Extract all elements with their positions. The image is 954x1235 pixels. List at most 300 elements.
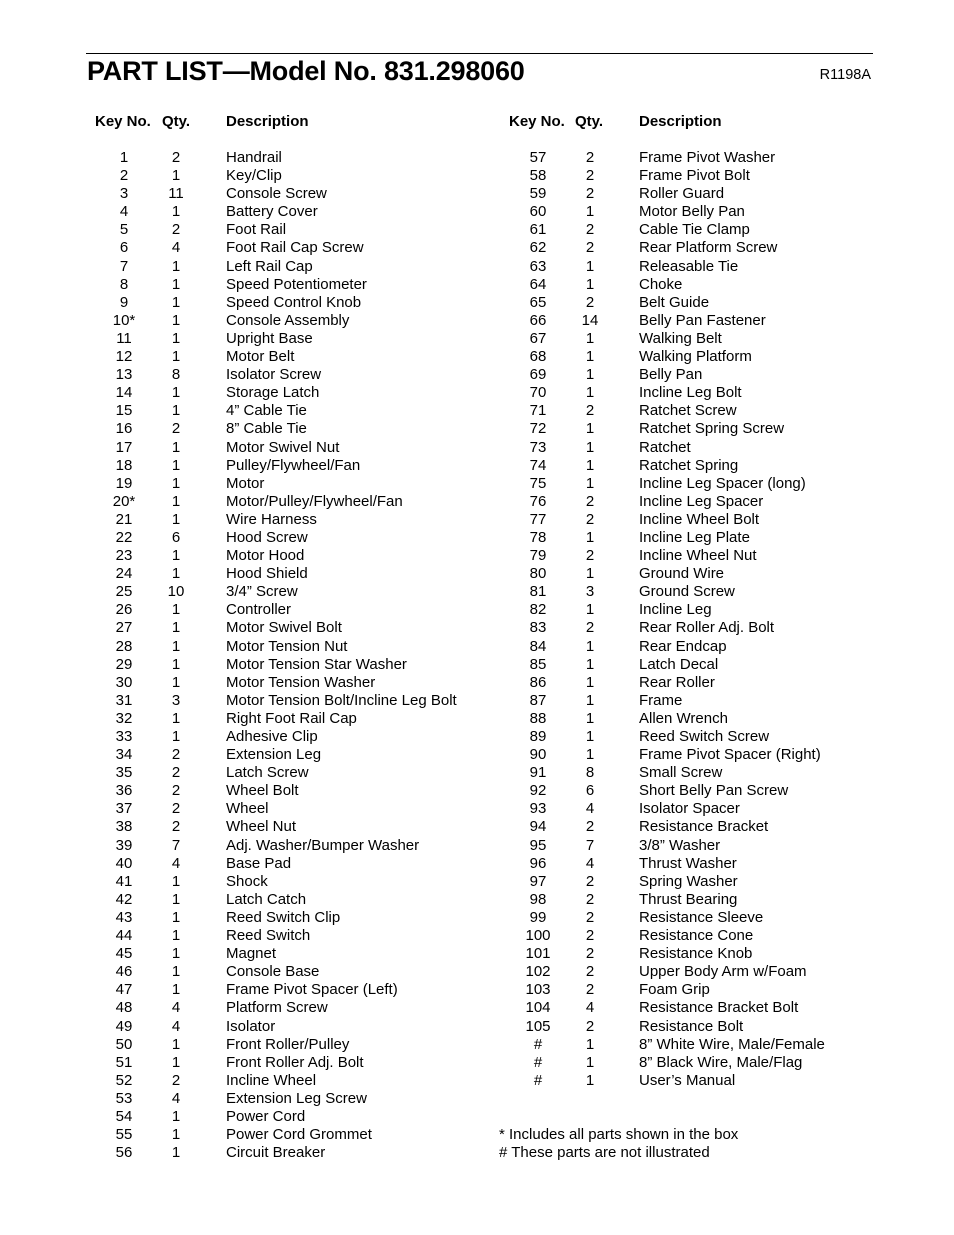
part-row (480, 330, 954, 348)
part-quantity: 2 (585, 927, 595, 945)
part-row (0, 728, 480, 746)
part-row (0, 366, 480, 384)
part-quantity: 1 (171, 655, 181, 673)
part-description: Key/Clip (226, 167, 282, 185)
part-key-number: 81 (529, 583, 547, 601)
part-row (0, 782, 480, 800)
part-row (0, 1126, 480, 1144)
part-row (0, 945, 480, 963)
part-description: Incline Leg Spacer (639, 492, 764, 510)
part-key-number: 99 (529, 908, 547, 926)
part-description: Upper Body Arm w/Foam (639, 963, 807, 981)
part-key-number: 52 (115, 1071, 133, 1089)
part-quantity: 1 (585, 601, 595, 619)
part-row (0, 402, 480, 420)
part-quantity: 1 (171, 311, 181, 329)
part-key-number: 51 (115, 1053, 133, 1071)
part-row (0, 692, 480, 710)
part-quantity: 6 (171, 528, 181, 546)
part-key-number: 77 (529, 510, 547, 528)
part-quantity: 7 (585, 836, 595, 854)
part-key-number: # (533, 1035, 543, 1053)
part-key-number: 47 (115, 981, 133, 999)
part-row (0, 475, 480, 493)
part-description: Speed Potentiometer (226, 275, 367, 293)
part-quantity: 1 (585, 1035, 595, 1053)
left-header-description: Description (226, 113, 309, 130)
part-description: 8” Black Wire, Male/Flag (639, 1053, 803, 1071)
part-description: Incline Leg Plate (639, 528, 750, 546)
part-key-number: 15 (115, 402, 133, 420)
part-quantity: 1 (171, 257, 181, 275)
part-description: Storage Latch (226, 384, 320, 402)
part-row (480, 945, 954, 963)
part-quantity: 1 (171, 872, 181, 890)
part-row (480, 221, 954, 239)
part-row (480, 583, 954, 601)
part-description: Console Base (226, 963, 320, 981)
part-row (480, 511, 954, 529)
part-row (0, 420, 480, 438)
part-description: Upright Base (226, 329, 313, 347)
part-quantity: 1 (171, 728, 181, 745)
part-quantity: 1 (171, 329, 181, 347)
part-quantity: 8 (585, 764, 595, 782)
part-row (0, 384, 480, 402)
part-key-number: 39 (115, 836, 133, 854)
footnote-asterisk: * Includes all parts shown in the box (499, 1126, 739, 1143)
part-quantity: 2 (171, 800, 181, 818)
part-quantity: 14 (581, 311, 599, 329)
footnotes (499, 1126, 738, 1162)
part-quantity: 2 (585, 963, 595, 981)
part-quantity: 1 (585, 637, 595, 655)
part-row (480, 619, 954, 637)
part-description: Pulley/Flywheel/Fan (226, 456, 361, 474)
part-key-number: 79 (529, 547, 547, 565)
part-row (0, 746, 480, 764)
part-quantity: 1 (171, 1144, 181, 1162)
part-quantity: 1 (171, 1126, 181, 1144)
part-row (0, 511, 480, 529)
part-row (0, 276, 480, 294)
page-title: PART LIST—Model No. 831.298060 (87, 56, 525, 86)
part-description: Thrust Washer (639, 854, 737, 872)
part-quantity: 4 (171, 999, 181, 1017)
part-description: Reed Switch Clip (226, 908, 341, 926)
part-row (0, 547, 480, 565)
part-row (0, 203, 480, 221)
part-row (480, 384, 954, 402)
part-key-number: 100 (525, 927, 551, 945)
part-description: Circuit Breaker (226, 1144, 326, 1162)
part-description: Resistance Sleeve (639, 908, 764, 926)
part-key-number: 94 (529, 818, 547, 836)
part-quantity: 1 (171, 547, 181, 565)
part-row (0, 493, 480, 511)
part-description: Handrail (226, 149, 282, 166)
part-key-number: 60 (529, 203, 547, 221)
part-key-number: 49 (115, 1017, 133, 1035)
part-description: Latch Catch (226, 890, 307, 908)
part-row (480, 547, 954, 565)
part-description: Console Screw (226, 185, 327, 203)
part-row (480, 909, 954, 927)
left-parts-list (0, 149, 480, 1162)
part-row (0, 909, 480, 927)
part-key-number: 10* (112, 311, 136, 329)
part-key-number: 24 (115, 565, 133, 583)
part-row (480, 674, 954, 692)
part-key-number: 82 (529, 601, 547, 619)
part-key-number: 8 (119, 275, 129, 293)
part-quantity: 1 (171, 510, 181, 528)
part-key-number: 57 (529, 149, 547, 166)
part-description: Belly Pan Fastener (639, 311, 766, 329)
part-description: Motor Tension Star Washer (226, 655, 407, 673)
part-description: Power Cord Grommet (226, 1126, 372, 1144)
part-row (0, 330, 480, 348)
part-key-number: 78 (529, 528, 547, 546)
part-row (0, 529, 480, 547)
part-row (0, 294, 480, 312)
part-row (480, 855, 954, 873)
part-key-number: 68 (529, 348, 547, 366)
part-quantity: 4 (171, 854, 181, 872)
part-row (0, 1108, 480, 1126)
part-description: 4” Cable Tie (226, 402, 307, 420)
part-key-number: 6 (119, 239, 129, 257)
part-quantity: 1 (585, 528, 595, 546)
part-description: Latch Screw (226, 764, 309, 782)
part-description: Foot Rail Cap Screw (226, 239, 364, 257)
part-row (480, 963, 954, 981)
part-key-number: 80 (529, 565, 547, 583)
part-key-number: 98 (529, 890, 547, 908)
part-key-number: 38 (115, 818, 133, 836)
part-quantity: 6 (585, 782, 595, 800)
part-description: Thrust Bearing (639, 890, 738, 908)
part-key-number: 41 (115, 872, 133, 890)
part-quantity: 2 (585, 510, 595, 528)
part-quantity: 1 (585, 257, 595, 275)
part-row (480, 746, 954, 764)
part-quantity: 1 (171, 981, 181, 999)
part-description: Incline Wheel Nut (639, 547, 757, 565)
part-description: Foam Grip (639, 981, 710, 999)
part-description: Latch Decal (639, 655, 719, 673)
part-row (0, 656, 480, 674)
part-description: Magnet (226, 945, 277, 963)
part-description: Ratchet (639, 438, 691, 456)
part-key-number: 5 (119, 221, 129, 239)
part-row (480, 420, 954, 438)
part-key-number: 12 (115, 348, 133, 366)
part-quantity: 1 (171, 1035, 181, 1053)
part-quantity: 1 (171, 474, 181, 492)
right-header-description: Description (639, 113, 722, 130)
part-row (480, 601, 954, 619)
part-key-number: 22 (115, 528, 133, 546)
part-quantity: 1 (585, 456, 595, 474)
part-description: Ratchet Spring Screw (639, 420, 785, 438)
part-quantity: 1 (171, 167, 181, 185)
part-row (0, 149, 480, 167)
part-row (480, 185, 954, 203)
part-description: Ground Wire (639, 565, 725, 583)
part-key-number: 76 (529, 492, 547, 510)
part-description: Reed Switch (226, 927, 311, 945)
part-row (480, 710, 954, 728)
part-row (0, 312, 480, 330)
part-quantity: 1 (585, 384, 595, 402)
part-row (480, 1018, 954, 1036)
part-row (0, 439, 480, 457)
part-key-number: 28 (115, 637, 133, 655)
part-description: Speed Control Knob (226, 293, 362, 311)
part-key-number: 59 (529, 185, 547, 203)
part-row (480, 818, 954, 836)
part-key-number: 71 (529, 402, 547, 420)
part-description: Wheel Nut (226, 818, 297, 836)
part-quantity: 4 (585, 800, 595, 818)
part-row (0, 348, 480, 366)
part-row (480, 475, 954, 493)
part-key-number: 48 (115, 999, 133, 1017)
part-key-number: 29 (115, 655, 133, 673)
part-description: Frame (639, 691, 683, 709)
part-description: Cable Tie Clamp (639, 221, 750, 239)
part-description: Hood Shield (226, 565, 308, 583)
part-row (0, 710, 480, 728)
part-row (480, 800, 954, 818)
part-key-number: 83 (529, 619, 547, 637)
part-description: Battery Cover (226, 203, 318, 221)
part-description: Hood Screw (226, 528, 308, 546)
part-row (0, 185, 480, 203)
part-row (0, 457, 480, 475)
part-description: Belt Guide (639, 293, 710, 311)
part-description: Frame Pivot Washer (639, 149, 776, 166)
part-key-number: 50 (115, 1035, 133, 1053)
part-row (480, 999, 954, 1017)
part-key-number: 89 (529, 728, 547, 745)
part-row (480, 294, 954, 312)
part-quantity: 2 (585, 293, 595, 311)
part-quantity: 1 (171, 293, 181, 311)
part-quantity: 4 (171, 239, 181, 257)
part-key-number: 75 (529, 474, 547, 492)
part-description: Incline Leg Bolt (639, 384, 742, 402)
part-description: Wheel Bolt (226, 782, 299, 800)
part-key-number: 55 (115, 1126, 133, 1144)
part-description: 8” Cable Tie (226, 420, 307, 438)
part-quantity: 1 (585, 709, 595, 727)
part-key-number: 31 (115, 691, 133, 709)
part-description: Rear Roller (639, 673, 715, 691)
part-row (0, 221, 480, 239)
part-quantity: 1 (171, 601, 181, 619)
part-description: Front Roller Adj. Bolt (226, 1053, 364, 1071)
part-key-number: 97 (529, 872, 547, 890)
part-row (480, 638, 954, 656)
part-quantity: 1 (171, 275, 181, 293)
part-row (480, 764, 954, 782)
part-key-number: 18 (115, 456, 133, 474)
part-quantity: 4 (171, 1089, 181, 1107)
part-row (480, 276, 954, 294)
part-row (480, 439, 954, 457)
part-row (0, 1018, 480, 1036)
part-description: Frame Pivot Spacer (Left) (226, 981, 398, 999)
part-key-number: 14 (115, 384, 133, 402)
part-quantity: 1 (171, 963, 181, 981)
part-row (0, 258, 480, 276)
part-quantity: 1 (585, 203, 595, 221)
part-quantity: 1 (585, 420, 595, 438)
part-key-number: 44 (115, 927, 133, 945)
part-key-number: 20* (112, 492, 136, 510)
part-row (480, 149, 954, 167)
part-key-number: 58 (529, 167, 547, 185)
part-quantity: 1 (585, 366, 595, 384)
part-quantity: 1 (171, 637, 181, 655)
part-key-number: 17 (115, 438, 133, 456)
part-key-number: 1 (119, 149, 129, 166)
part-quantity: 1 (585, 329, 595, 347)
part-quantity: 2 (585, 221, 595, 239)
part-description: Rear Platform Screw (639, 239, 778, 257)
part-quantity: 4 (171, 1017, 181, 1035)
part-description: Extension Leg Screw (226, 1089, 367, 1107)
part-row (480, 656, 954, 674)
part-key-number: 45 (115, 945, 133, 963)
part-quantity: 1 (585, 1071, 595, 1089)
part-key-number: 66 (529, 311, 547, 329)
part-row (480, 203, 954, 221)
part-key-number: 61 (529, 221, 547, 239)
part-description: Console Assembly (226, 311, 350, 329)
part-description: Platform Screw (226, 999, 328, 1017)
part-description: Adj. Washer/Bumper Washer (226, 836, 420, 854)
left-header-qty: Qty. (162, 113, 191, 130)
part-key-number: 3 (119, 185, 129, 203)
part-quantity: 1 (171, 908, 181, 926)
part-row (0, 1144, 480, 1162)
part-quantity: 7 (171, 836, 181, 854)
part-quantity: 1 (585, 438, 595, 456)
part-key-number: 87 (529, 691, 547, 709)
part-key-number: 4 (119, 203, 129, 221)
part-description: Frame Pivot Spacer (Right) (639, 746, 821, 764)
part-key-number: 65 (529, 293, 547, 311)
part-row (0, 1072, 480, 1090)
part-quantity: 1 (171, 438, 181, 456)
part-row (0, 583, 480, 601)
part-row (0, 927, 480, 945)
part-quantity: 2 (171, 1071, 181, 1089)
part-key-number: 90 (529, 746, 547, 764)
part-description: Motor Belt (226, 348, 295, 366)
right-parts-list (480, 149, 954, 1090)
part-key-number: 70 (529, 384, 547, 402)
part-key-number: 27 (115, 619, 133, 637)
part-key-number: 19 (115, 474, 133, 492)
document-code: R1198A (819, 67, 871, 83)
part-key-number: 102 (525, 963, 551, 981)
part-quantity: 2 (585, 619, 595, 637)
part-row (480, 1036, 954, 1054)
part-key-number: 43 (115, 908, 133, 926)
part-quantity: 4 (585, 999, 595, 1017)
part-description: Foot Rail (226, 221, 287, 239)
part-quantity: 11 (168, 185, 184, 203)
part-key-number: 103 (525, 981, 551, 999)
part-key-number: # (533, 1053, 543, 1071)
part-quantity: 1 (171, 203, 181, 221)
part-key-number: 101 (525, 945, 551, 963)
part-row (0, 855, 480, 873)
part-description: Base Pad (226, 854, 292, 872)
part-key-number: 2 (119, 167, 129, 185)
part-description: Walking Belt (639, 329, 722, 347)
part-quantity: 2 (585, 1017, 595, 1035)
part-quantity: 1 (585, 474, 595, 492)
part-quantity: 1 (585, 746, 595, 764)
part-row (0, 619, 480, 637)
part-quantity: 1 (585, 348, 595, 366)
part-quantity: 8 (171, 366, 181, 384)
part-quantity: 2 (171, 746, 181, 764)
part-key-number: 92 (529, 782, 547, 800)
part-row (0, 1036, 480, 1054)
part-row (0, 981, 480, 999)
part-quantity: 2 (585, 149, 595, 166)
part-key-number: 11 (116, 329, 132, 347)
part-description: Motor (226, 474, 265, 492)
part-quantity: 2 (585, 167, 595, 185)
part-description: Extension Leg (226, 746, 322, 764)
part-quantity: 1 (171, 890, 181, 908)
part-row (480, 837, 954, 855)
part-key-number: 36 (115, 782, 133, 800)
part-row (480, 529, 954, 547)
part-description: Walking Platform (639, 348, 752, 366)
part-description: Motor Tension Bolt/Incline Leg Bolt (226, 691, 457, 709)
top-rule (86, 53, 873, 54)
part-description: Motor Belly Pan (639, 203, 745, 221)
part-row (0, 891, 480, 909)
part-key-number: 26 (115, 601, 133, 619)
part-description: Right Foot Rail Cap (226, 709, 357, 727)
part-key-number: 69 (529, 366, 547, 384)
part-quantity: 1 (585, 1053, 595, 1071)
part-key-number: 54 (115, 1107, 133, 1125)
part-description: Incline Leg Spacer (long) (639, 474, 806, 492)
part-description: Spring Washer (639, 872, 738, 890)
part-key-number: 46 (115, 963, 133, 981)
part-key-number: 63 (529, 257, 547, 275)
part-description: Resistance Bracket Bolt (639, 999, 799, 1017)
part-quantity: 2 (171, 420, 181, 438)
part-key-number: 64 (529, 275, 547, 293)
part-quantity: 1 (585, 673, 595, 691)
part-row (480, 258, 954, 276)
part-quantity: 1 (171, 927, 181, 945)
part-quantity: 2 (585, 185, 595, 203)
part-description: Isolator Spacer (639, 800, 740, 818)
part-quantity: 2 (171, 782, 181, 800)
